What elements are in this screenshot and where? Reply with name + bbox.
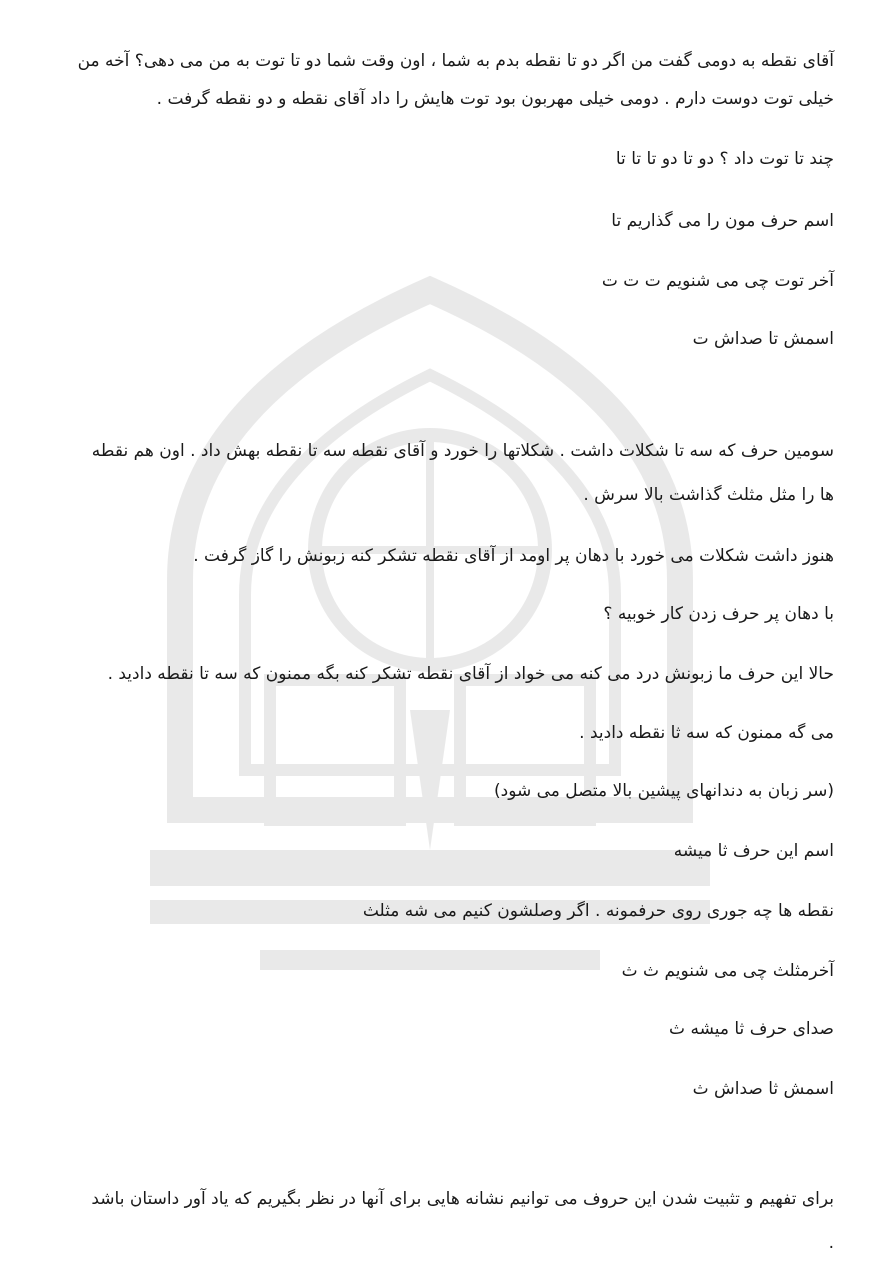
text-line: با دهان پر حرف زدن کار خوبیه ؟ <box>603 604 834 624</box>
text-line: چند تا توت داد ؟ دو تا دو تا تا تا <box>615 149 834 169</box>
text-line: برای تفهیم و تثبیت شدن این حروف می توانیم نشانه هایی برای آنها در نظر بگیریم که یاد آور داستان باشد <box>91 1189 834 1209</box>
text-line: اسم حرف مون را می گذاریم تا <box>611 211 834 231</box>
text-line: اسمش ثا صداش ث <box>692 1079 834 1099</box>
text-line: . <box>828 1233 834 1253</box>
text-line: صدای حرف ثا میشه ث <box>669 1019 834 1039</box>
text-line: (سر زبان به دندانهای پیشین بالا متصل می شود) <box>494 781 834 801</box>
text-line: اسم این حرف ثا میشه <box>673 841 834 861</box>
text-line: آخرمثلث چی می شنویم ث ث <box>621 961 834 981</box>
text-line: حالا این حرف ما زبونش درد می کنه می خواد از آقای نقطه تشکر کنه بگه ممنون که سه تا نقطه دادید . <box>107 664 834 684</box>
text-line: ها را مثل مثلث گذاشت بالا سرش . <box>583 485 834 505</box>
text-line: هنوز داشت شکلات می خورد با دهان پر اومد از آقای نقطه تشکر کنه زبونش را گاز گرفت . <box>193 546 834 566</box>
text-line: آقای نقطه به دومی گفت من اگر دو تا نقطه بدم به شما ، اون وقت شما دو تا توت به من می دهی؟ آخه من <box>77 51 834 71</box>
text-line: سومین حرف که سه تا شکلات داشت . شکلاتها را خورد و آقای نقطه سه تا نقطه بهش داد . اون هم نقطه <box>91 441 834 461</box>
text-line: نقطه ها چه جوری روی حرفمونه . اگر وصلشون کنیم می شه مثلث <box>362 901 834 921</box>
text-line: می گه ممنون که سه ثا نقطه دادید . <box>579 723 834 743</box>
watermark-seal-icon <box>30 250 830 1055</box>
text-line: اسمش تا صداش ت <box>692 329 834 349</box>
text-line: آخر توت چی می شنویم ت ت ت <box>601 271 834 291</box>
text-line: خیلی توت دوست دارم . دومی خیلی مهربون بود توت هایش را داد آقای نقطه و دو نقطه گرفت . <box>156 89 834 109</box>
